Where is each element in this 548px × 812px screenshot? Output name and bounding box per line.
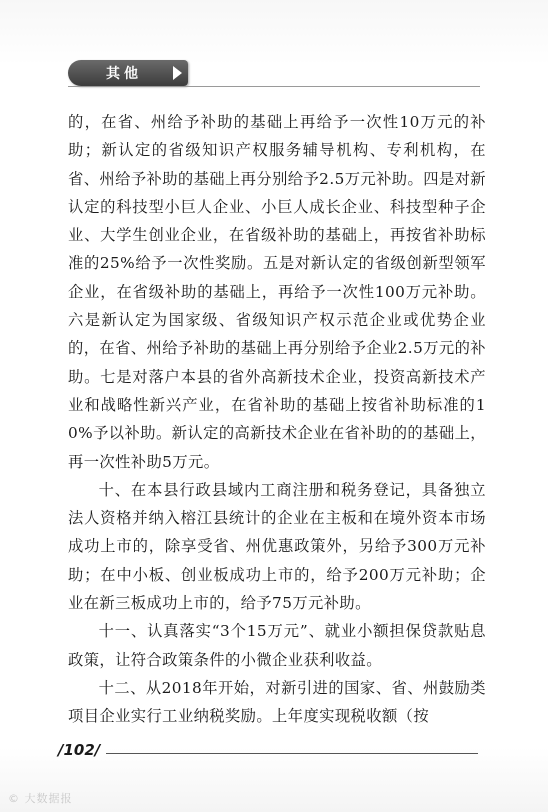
arrow-right-icon [173, 66, 182, 80]
section-label: 其他 [106, 66, 142, 82]
header-rule [190, 86, 480, 87]
header-rule-left [68, 86, 190, 87]
section-header [68, 60, 188, 86]
paragraph-1: 的，在省、州给予补助的基础上再给予一次性10万元的补助；新认定的省级知识产权服务辅导机构、专利机构，在省、州给予补助的基础上再分别给予2.5万元补助。四是对新认定的科技型小巨人企业、小巨人成长企业、科技型种子企业、大学生创业企业，在省级补助的基础上，再按省补助标准的25%给予一次性奖励。五是对新认定的省级创新型领军企业，在省级补助的基础上，再给予一次性100万元补助。六是新认定为国家级、省级知识产权示范企业或优势企业的，在省、州给予补助的基础上再分别给予企业2.5万元的补助。七是对落户本县的省外高新技术企业，投资高新技术产业和战略性新兴产业，在省补助的基础上按省补助标准的10%予以补助。新认定的高新技术企业在省补助的的基础上，再一次性补助5万元。 [68, 113, 486, 471]
footer-rule [106, 753, 478, 754]
paragraph-3: 十一、认真落实“3个15万元”、就业小额担保贷款贴息政策，让符合政策条件的小微企业获利收益。 [68, 622, 486, 669]
page-number: /102/ [58, 741, 101, 759]
body-text [68, 108, 486, 731]
page-footer [58, 741, 488, 761]
paragraph-4: 十二、从2018年开始，对新引进的国家、省、州鼓励类项目企业实行工业纳税奖励。上年度实现税收额（按 [68, 678, 486, 726]
paragraph-2: 十、在本县行政县域内工商注册和税务登记，具备独立法人资格并纳入榕江县统计的企业在主板和在境外资本市场成功上市的，除享受省、州优惠政策外，另给予300万元补助；在中小板、创业板成功上市的，给予200万元补助；企业在新三板成功上市的，给予75万元补助。 [68, 480, 486, 613]
watermark: © 大数据报 [8, 792, 73, 805]
